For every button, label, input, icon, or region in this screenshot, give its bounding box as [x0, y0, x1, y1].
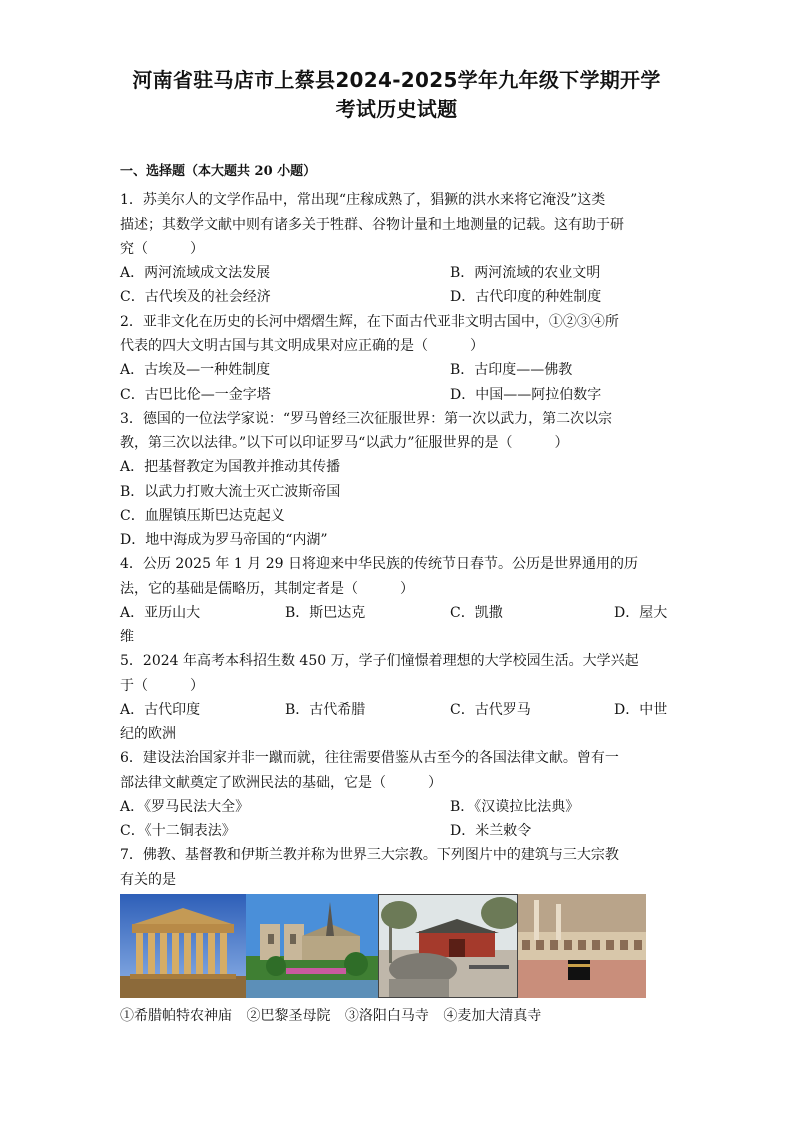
photo-strip	[120, 894, 646, 998]
question-3-option-d: D．地中海成为罗马帝国的“内湖”	[120, 532, 328, 548]
question-3-line-1: 3．德国的一位法学家说：“罗马曾经三次征服世界：第一次以武力，第二次以宗	[120, 411, 613, 427]
question-6-option-a: A．《罗马民法大全》	[120, 799, 250, 815]
white-horse-temple-photo	[378, 894, 518, 998]
question-2-option-b: B．古印度——佛教	[450, 362, 573, 378]
section-heading: 一、选择题（本大题共 20 小题）	[120, 164, 317, 179]
mecca-mosque-photo	[518, 894, 646, 998]
question-3-option-c: C．血腥镇压斯巴达克起义	[120, 508, 285, 524]
question-1-option-c: C．古代埃及的社会经济	[120, 289, 271, 305]
question-1-option-a: A．两河流域成文法发展	[120, 265, 271, 281]
question-6-line-2: 部法律文献奠定了欧洲民法的基础，它是（ ）	[120, 775, 442, 791]
question-3-option-a: A．把基督教定为国教并推动其传播	[120, 459, 341, 475]
title-line-1: 河南省驻马店市上蔡县2024-2025学年九年级下学期开学	[132, 68, 661, 92]
question-5-option-a: A．古代印度	[120, 702, 201, 718]
question-4-line-1: 4．公历 2025 年 1 月 29 日将迎来中华民族的传统节日春节。公历是世界通用的历	[120, 556, 638, 572]
question-5-line-2: 于（ ）	[120, 678, 204, 694]
question-5-option-b: B．古代希腊	[285, 702, 366, 718]
question-1-line-2: 描述；其数学文献中则有诸多关于牲群、谷物计量和土地测量的记载。这有助于研	[120, 217, 624, 233]
question-4-option-d: D．屋大	[614, 605, 668, 621]
question-6-line-1: 6．建设法治国家并非一蹴而就，往往需要借鉴从古至今的各国法律文献。曾有一	[120, 750, 619, 766]
photo-captions	[120, 1005, 551, 1025]
question-3-line-2: 教，第三次以法律。”以下可以印证罗马“以武力”征服世界的是（ ）	[120, 435, 569, 451]
question-1-option-d: D．古代印度的种姓制度	[450, 289, 602, 305]
question-6-option-d: D．米兰敕令	[450, 823, 532, 839]
question-2-option-d: D．中国——阿拉伯数字	[450, 387, 602, 403]
question-7-line-1: 7．佛教、基督教和伊斯兰教并称为世界三大宗教。下列图片中的建筑与三大宗教	[120, 847, 619, 863]
question-5-option-c: C．古代罗马	[450, 702, 531, 718]
question-2-line-1: 2．亚非文化在历史的长河中熠熠生辉，在下面古代亚非文明古国中，①②③④所	[120, 314, 619, 330]
question-1-line-1: 1．苏美尔人的文学作品中，常出现“庄稼成熟了，猖獗的洪水来将它淹没”这类	[120, 192, 606, 208]
question-4-option-c: C．凯撒	[450, 605, 503, 621]
caption-1: ①希腊帕特农神庙	[120, 1008, 232, 1024]
question-6-option-c: C．《十二铜表法》	[120, 823, 236, 839]
question-4-line-2: 法，它的基础是儒略历，其制定者是（ ）	[120, 581, 414, 597]
caption-3: ③洛阳白马寺	[344, 1008, 429, 1024]
caption-2: ②巴黎圣母院	[246, 1008, 331, 1024]
question-5-option-d-wrap: 纪的欧洲	[120, 726, 176, 742]
question-5-option-d: D．中世	[614, 702, 668, 718]
question-5-line-1: 5．2024 年高考本科招生数 450 万，学子们憧憬着理想的大学校园生活。大学兴起	[120, 653, 639, 669]
exam-title	[80, 66, 713, 124]
caption-4: ④麦加大清真寺	[443, 1008, 542, 1024]
question-4-option-b: B．斯巴达克	[285, 605, 366, 621]
parthenon-photo	[120, 894, 246, 998]
question-3-option-b: B．以武力打败大流士灭亡波斯帝国	[120, 484, 341, 500]
question-4-option-a: A．亚历山大	[120, 605, 201, 621]
question-4-option-d-wrap: 维	[120, 629, 134, 645]
question-1-line-3: 究（ ）	[120, 241, 204, 257]
question-2-option-c: C．古巴比伦—一金字塔	[120, 387, 271, 403]
question-7-line-2: 有关的是	[120, 872, 176, 888]
notre-dame-photo	[246, 894, 378, 998]
question-1-option-b: B．两河流域的农业文明	[450, 265, 601, 281]
question-2-line-2: 代表的四大文明古国与其文明成果对应正确的是（ ）	[120, 338, 484, 354]
question-2-option-a: A．古埃及—一种姓制度	[120, 362, 271, 378]
title-line-2: 考试历史试题	[335, 97, 458, 121]
question-6-option-b: B．《汉谟拉比法典》	[450, 799, 580, 815]
